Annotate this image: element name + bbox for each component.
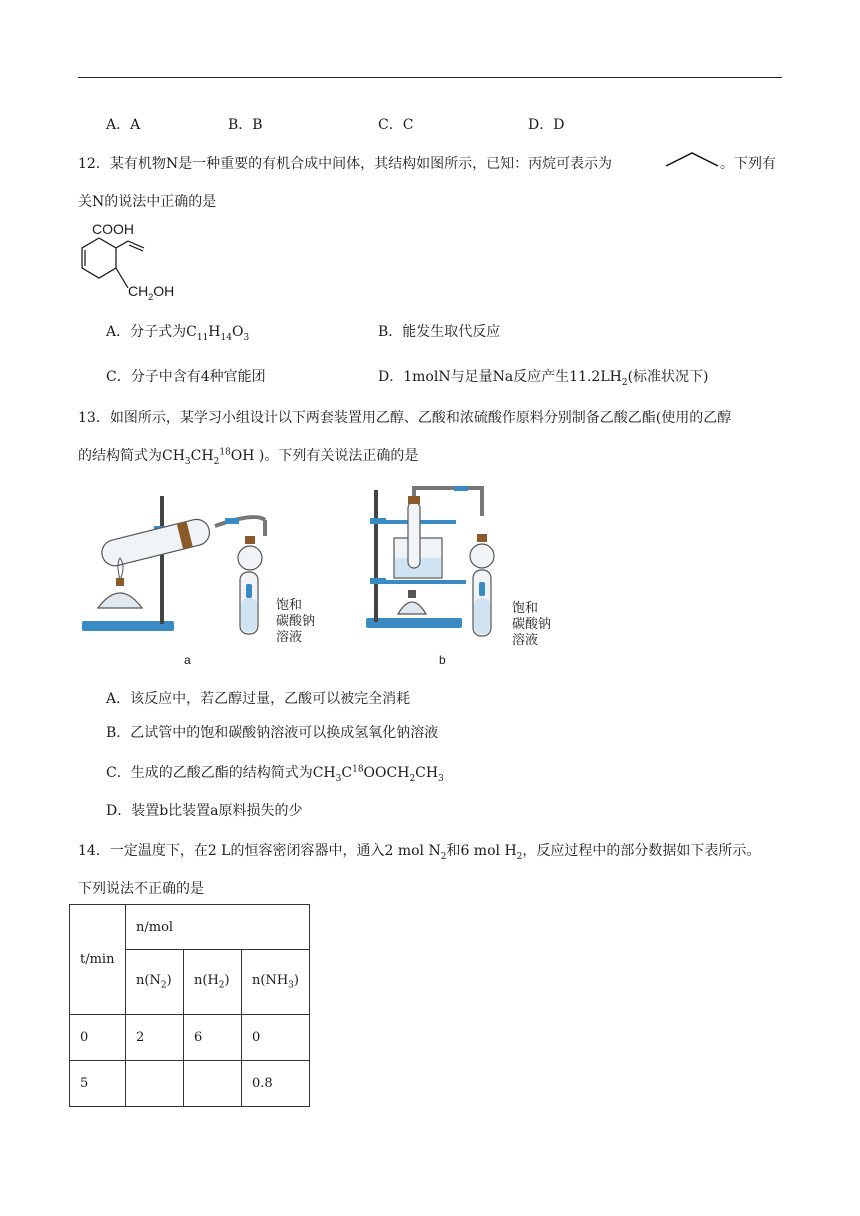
- q13-stem-line1: 13．如图所示，某学习小组设计以下两套装置用乙醇、乙酸和浓硫酸作原料分别制备乙酸乙酯(使用的乙醇: [78, 410, 732, 426]
- q11-option-d: D．D: [528, 117, 565, 133]
- table-cell: 6: [184, 1015, 242, 1061]
- apparatus-a-solution-label: 饱和 碳酸钠 溶液: [276, 597, 316, 644]
- q12-option-a: A．分子式为$C_{11}H_{14}O_3$: [106, 324, 250, 343]
- apparatus-a-label: a: [184, 653, 191, 667]
- table-cell: [126, 1061, 184, 1107]
- apparatus-b-label: b: [439, 653, 446, 667]
- apparatus-b-receiver: [468, 520, 508, 640]
- table-subheader-n2: $n(N_2)$: [126, 950, 184, 1015]
- table-cell: 0: [242, 1015, 310, 1061]
- q12-stem-line1-end: 。下列有: [720, 156, 776, 172]
- table-cell: 0.8: [242, 1061, 310, 1107]
- table-cell: 0: [70, 1015, 126, 1061]
- q13-option-d: D．装置b比装置a原料损失的少: [106, 803, 303, 819]
- table-row: [70, 1015, 310, 1061]
- table-header-time: t/min: [70, 905, 126, 1015]
- q11-option-a: A．A: [106, 117, 141, 133]
- q13-stem-line2: 的结构简式为$CH_3CH_2^{18}OH$ )。下列有关说法正确的是: [78, 447, 419, 467]
- q14-data-table: [69, 904, 310, 1107]
- apparatus-a-figure: [80, 488, 360, 638]
- q12-option-d: D．1molN与足量Na反应产生$11.2LH_2$(标准状况下): [378, 369, 709, 388]
- q11-option-c: C．C: [378, 117, 414, 133]
- header-rule: [78, 77, 782, 78]
- q12-stem-line2: 关N的说法中正确的是: [78, 194, 217, 210]
- structure-label-cooh: COOH: [92, 221, 134, 237]
- structure-label-ch2oh: $CH_2OH$: [128, 283, 175, 302]
- table-row: [70, 1061, 310, 1107]
- q14-stem-line1: 14．一定温度下，在2 L的恒容密闭容器中，通入2 mol $N_2$和6 mol $H_2$，反应过程中的部分数据如下表所示。: [78, 843, 761, 862]
- table-subheader-nh3: $n(NH_3)$: [242, 950, 310, 1015]
- table-header-group: n/mol: [126, 905, 310, 950]
- table-subheader-h2: $n(H_2)$: [184, 950, 242, 1015]
- table-cell: 5: [70, 1061, 126, 1107]
- q14-stem-line2: 下列说法不正确的是: [78, 881, 204, 897]
- apparatus-b-solution-label: 饱和 碳酸钠 溶液: [512, 600, 552, 647]
- table-cell: [184, 1061, 242, 1107]
- q11-option-b: B．B: [228, 117, 263, 133]
- q12-option-c: C．分子中含有4种官能团: [106, 369, 266, 385]
- q12-option-b: B．能发生取代反应: [378, 324, 501, 340]
- q13-option-c: C．生成的乙酸乙酯的结构简式为$CH_3C^{18}OOCH_2CH_3$: [106, 764, 444, 784]
- propane-skeletal-icon: [664, 150, 720, 170]
- q12-stem-line1: 12．某有机物N是一种重要的有机合成中间体，其结构如图所示，已知：丙烷可表示为: [78, 156, 613, 172]
- q13-option-b: B．乙试管中的饱和碳酸钠溶液可以换成氢氧化钠溶液: [106, 725, 439, 741]
- q13-option-a: A．该反应中，若乙醇过量，乙酸可以被完全消耗: [106, 691, 411, 707]
- table-cell: 2: [126, 1015, 184, 1061]
